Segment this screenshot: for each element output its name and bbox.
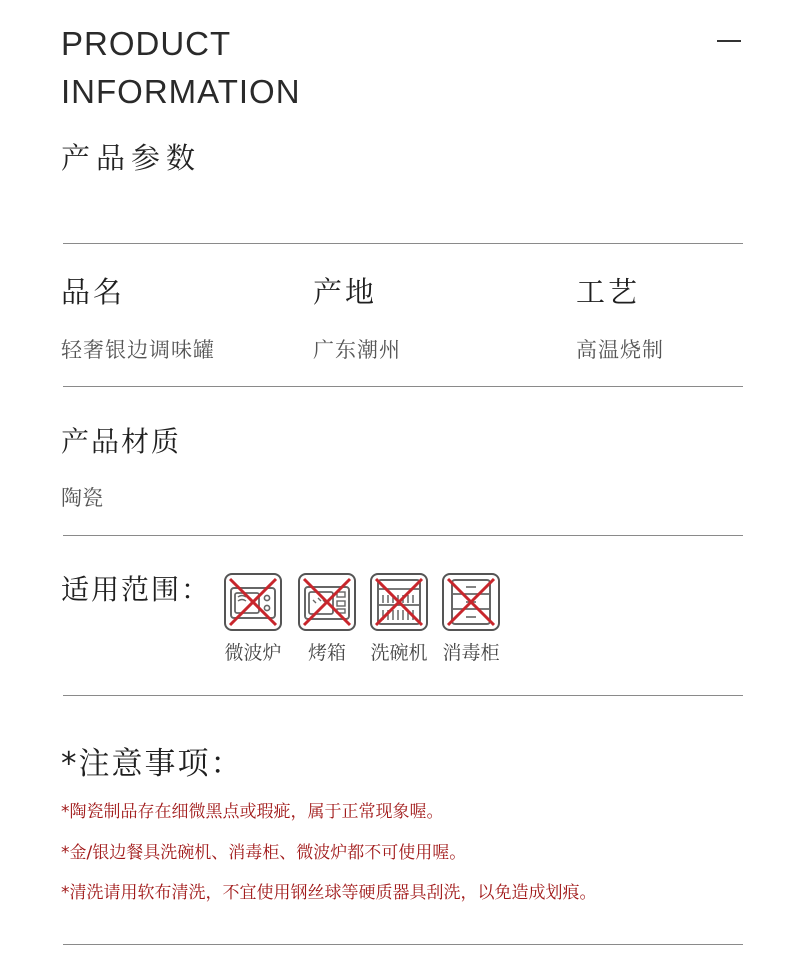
page-title-cn: 产品参数	[61, 141, 202, 175]
caption-dishwasher: 洗碗机	[370, 642, 428, 664]
scope-label: 适用范围：	[61, 573, 212, 606]
divider	[63, 695, 743, 696]
caption-microwave: 微波炉	[224, 642, 282, 664]
material-label: 产品材质	[61, 425, 182, 458]
notice-item: *金/银边餐具洗碗机、消毒柜、微波炉都不可使用喔。	[61, 843, 467, 863]
minus-icon[interactable]	[717, 40, 741, 42]
param-value-craft: 高温烧制	[576, 338, 664, 362]
notice-title: *注意事项：	[61, 746, 244, 782]
sterilizer-icon	[442, 573, 500, 631]
param-label-craft: 工艺	[576, 275, 641, 309]
product-information-title	[61, 20, 301, 116]
notice-item: *陶瓷制品存在细微黑点或瑕疵，属于正常现象喔。	[61, 802, 444, 822]
param-label-name: 品名	[61, 275, 126, 309]
param-label-origin: 产地	[313, 275, 378, 309]
oven-icon	[298, 573, 356, 631]
caption-sterilizer: 消毒柜	[442, 642, 500, 664]
divider	[63, 535, 743, 536]
microwave-icon	[224, 573, 282, 631]
divider	[63, 944, 743, 945]
param-value-origin: 广东潮州	[313, 338, 401, 362]
title-en-line1: PRODUCT	[61, 25, 232, 62]
divider	[63, 243, 743, 244]
divider	[63, 386, 743, 387]
dishwasher-icon	[370, 573, 428, 631]
material-value: 陶瓷	[61, 486, 103, 510]
title-en-line2: INFORMATION	[61, 73, 301, 110]
caption-oven: 烤箱	[307, 642, 346, 664]
notice-item: *清洗请用软布清洗，不宜使用钢丝球等硬质器具刮洗，以免造成划痕。	[61, 883, 597, 903]
param-value-name: 轻奢银边调味罐	[61, 338, 215, 362]
